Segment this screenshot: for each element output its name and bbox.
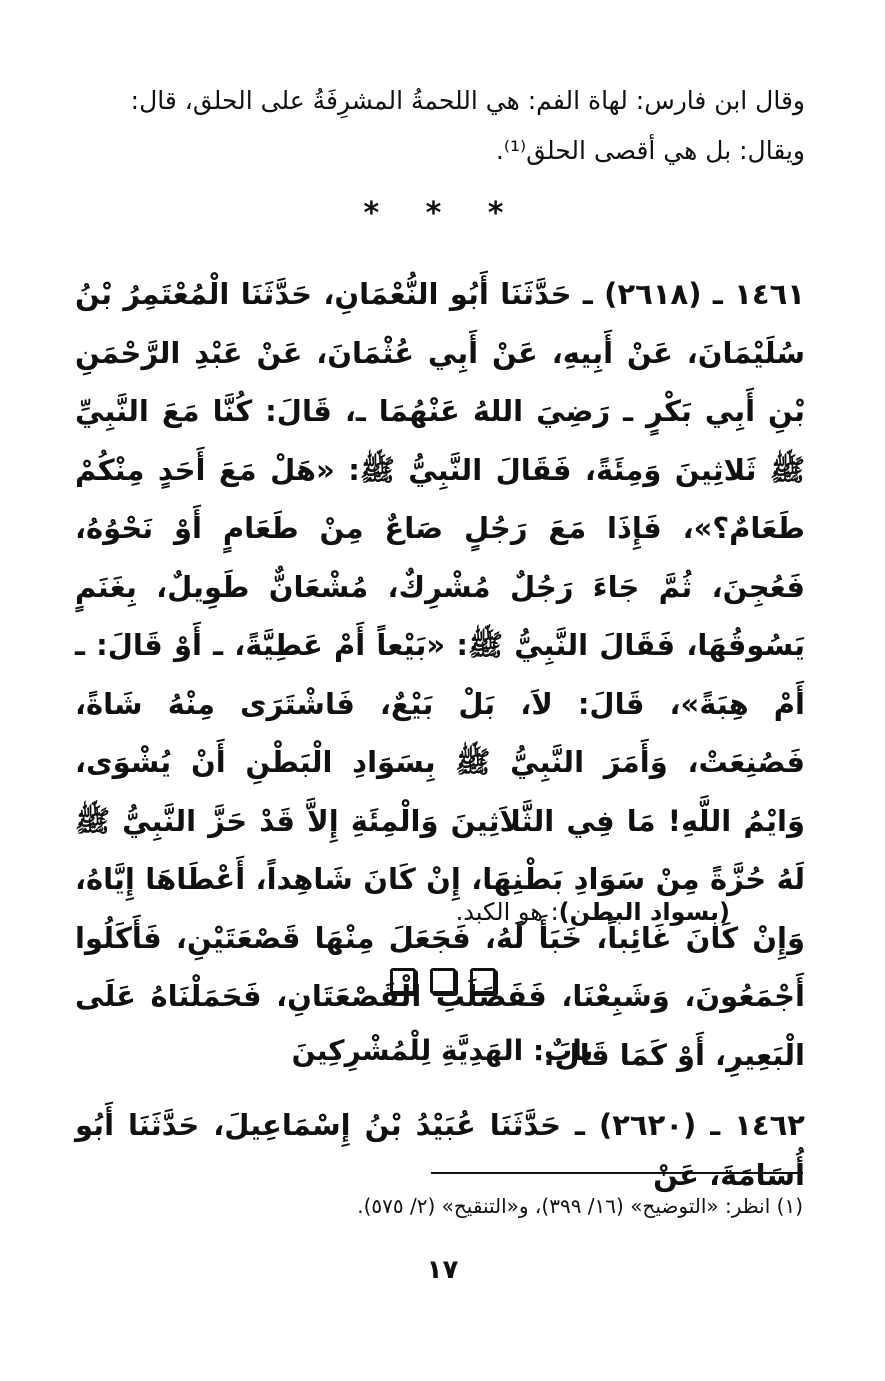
page-number: ١٧ <box>426 1255 459 1285</box>
chapter-title: بابٌ: الهَدِيَّةِ لِلْمُشْرِكِينَ <box>291 1034 594 1067</box>
hadith-1461: ١٤٦١ ـ (٢٦١٨) ـ حَدَّثَنَا أَبُو النُّعْمَانِ، حَدَّثَنَا الْمُعْتَمِرُ بْنُ سُلَيْمَانَ، عَنْ أَبِيهِ، عَنْ أَبِي عُثْمَانَ، عَنْ عَبْدِ الرَّحْمَنِ بْنِ أَبِي بَكْرٍ ـ رَضِيَ اللهُ عَنْهُمَا ـ، قَالَ: كُنَّا مَعَ النَّبِيِّ ﷺ ثَلاثِينَ وَمِئَةً، فَقَالَ النَّبِيُّ ﷺ: «هَلْ مَعَ أَحَدٍ مِنْكُمْ طَعَامٌ؟»، فَإِذَا مَعَ رَجُلٍ صَاعٌ مِنْ طَعَامٍ أَوْ نَحْوُهُ، فَعُجِنَ، ثُمَّ جَاءَ رَجُلٌ مُشْرِكٌ، مُشْعَانٌّ طَوِيلٌ، بِغَنَمٍ يَسُوقُهَا، فَقَالَ النَّبِيُّ ﷺ: «بَيْعاً أَمْ عَطِيَّةً، ـ أَوْ قَالَ: ـ أَمْ هِبَةً»، قَالَ: لاَ، بَلْ بَيْعٌ، فَاشْتَرَى مِنْهُ شَاةً، فَصُنِعَتْ، وَأَمَرَ النَّبِيُّ ﷺ بِسَوَادِ الْبَطْنِ أَنْ يُشْوَى، وَايْمُ اللَّهِ! مَا فِي الثَّلاَثِينَ وَالْمِئَةِ إِلاَّ قَدْ حَزَّ النَّبِيُّ ﷺ لَهُ حُزَّةً مِنْ سَوَادِ بَطْنِهَا، إِنْ كَانَ شَاهِداً، أَعْطَاهَا إِيَّاهُ، وَإِنْ كَانَ غَائِباً، خَبَأَ لَهُ، فَجَعَلَ مِنْهَا قَصْعَتَيْنِ، فَأَكَلُوا أَجْمَعُونَ، وَشَبِعْنَا، فَفَضَلَتِ الْقَصْعَتَانِ، فَحَمَلْنَاهُ عَلَى الْبَعِيرِ، أَوْ كَمَا قَالَ. <box>75 277 805 1072</box>
ornament-box-icon <box>430 968 456 994</box>
chapter-ornament <box>0 968 885 994</box>
section-separator: * * * <box>363 196 522 231</box>
footnote-divider <box>431 1172 803 1174</box>
intro-paragraph <box>75 76 805 176</box>
ornament-box-icon <box>470 968 496 994</box>
gloss-note <box>456 892 730 932</box>
gloss-definition: : هو الكبد. <box>455 898 559 926</box>
footnote: (١) انظر: «التوضيح» (١٦/ ٣٩٩)، و«التنقيح» (٢/ ٥٧٥). <box>357 1194 803 1218</box>
gloss-term: (بسواد البطن) <box>558 898 730 926</box>
intro-line-2: ويقال: بل هي أقصى الحلق⁽¹⁾. <box>495 136 805 165</box>
hadith-1462: ١٤٦٢ ـ (٢٦٢٠) ـ حَدَّثَنَا عُبَيْدُ بْنُ إِسْمَاعِيلَ، حَدَّثَنَا أَبُو أُسَامَةَ، عَنْ <box>75 1108 806 1192</box>
intro-line-1: وقال ابن فارس: لهاة الفم: هي اللحمةُ المشرِفَةُ على الحلق، قال: <box>130 86 805 115</box>
ornament-box-icon <box>390 968 416 994</box>
